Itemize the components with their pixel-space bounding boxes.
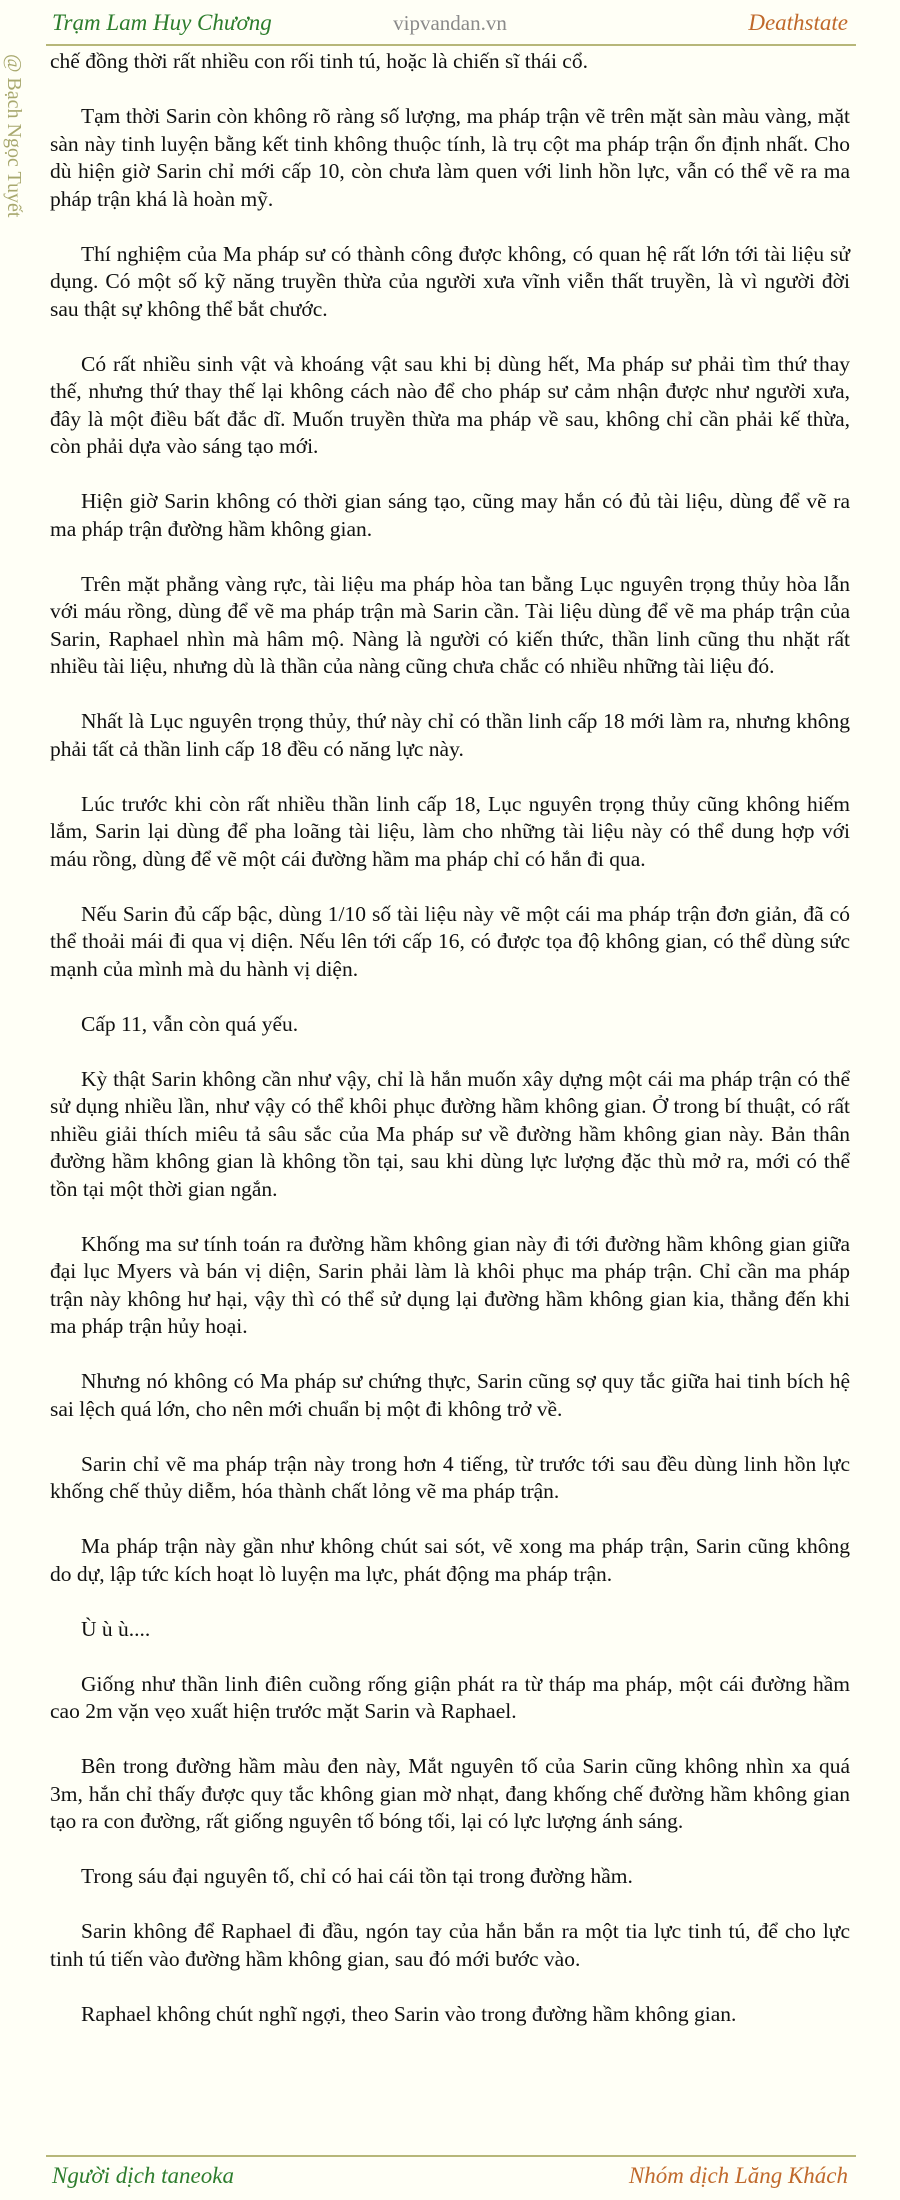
paragraph: Lúc trước khi còn rất nhiều thần linh cấp 18, Lục nguyên trọng thủy cũng không hiếm lắm, Sarin lại dùng để pha loãng tài liệu, làm cho những tài liệu này có thể dung hợp với máu rồng, dùng để vẽ một cái đường hầm ma pháp chỉ có hắn đi qua.	[50, 791, 850, 871]
paragraph: Khống ma sư tính toán ra đường hầm không gian này đi tới đường hầm không gian giữa đại lục Myers và bán vị diện, Sarin phải làm là khôi phục ma pháp trận. Chỉ cần ma pháp trận này không hư hại, vậy thì có thể sử dụng lại đường hầm không gian kia, thẳng đến khi ma pháp trận hủy hoại.	[50, 1231, 850, 1338]
paragraph: chế đồng thời rất nhiều con rối tinh tú, hoặc là chiến sĩ thái cổ.	[50, 49, 588, 73]
header-divider	[46, 44, 856, 46]
header-website[interactable]: vipvandan.vn	[393, 11, 507, 35]
paragraph: Có rất nhiều sinh vật và khoáng vật sau khi bị dùng hết, Ma pháp sư phải tìm thứ thay thế, nhưng thứ thay thế lại không cách nào để cho pháp sư cảm nhận được như người xưa, đây là một điều bất đắc dĩ. Muốn truyền thừa ma pháp về sau, không chỉ cần phải kế thừa, còn phải dựa vào sáng tạo mới.	[50, 351, 850, 458]
paragraph: Hiện giờ Sarin không có thời gian sáng tạo, cũng may hắn có đủ tài liệu, dùng để vẽ ra ma pháp trận đường hầm không gian.	[50, 489, 850, 541]
paragraph: Trong sáu đại nguyên tố, chỉ có hai cái tồn tại trong đường hầm.	[81, 1864, 633, 1888]
paragraph: Thí nghiệm của Ma pháp sư có thành công được không, có quan hệ rất lớn tới tài liệu sử dụng. Có một số kỹ năng truyền thừa của người xưa vĩnh viễn thất truyền, là vì người đời sau thật sự không thể bắt chước.	[50, 241, 850, 321]
header-story-title: Deathstate	[748, 10, 848, 35]
paragraph: Nhưng nó không có Ma pháp sư chứng thực, Sarin cũng sợ quy tắc giữa hai tinh bích hệ sai lệch quá lớn, cho nên mới chuẩn bị một đi không trở về.	[50, 1369, 850, 1421]
paragraph: Sarin không để Raphael đi đầu, ngón tay của hắn bắn ra một tia lực tinh tú, để cho lực tinh tú tiến vào đường hầm không gian, sau đó mới bước vào.	[50, 1919, 850, 1971]
paragraph: Cấp 11, vẫn còn quá yếu.	[81, 1011, 299, 1036]
paragraph: Sarin chỉ vẽ ma pháp trận này trong hơn 4 tiếng, từ trước tới sau đều dùng linh hồn lực khống chế thủy diễm, hóa thành chất lỏng vẽ ma pháp trận.	[50, 1451, 850, 1503]
paragraph: Bên trong đường hầm màu đen này, Mắt nguyên tố của Sarin cũng không nhìn xa quá 3m, hắn chỉ thấy được quy tắc không gian mờ nhạt, đang khống chế đường hầm không gian tạo ra con đường, rất giống nguyên tố bóng tối, lại có lực lượng ánh sáng.	[50, 1754, 850, 1833]
side-watermark-text: @ Bạch Ngọc Tuyết	[3, 54, 25, 218]
paragraph: Ma pháp trận này gần như không chút sai sót, vẽ xong ma pháp trận, Sarin cũng không do dự, lập tức kích hoạt lò luyện ma lực, phát động ma pháp trận.	[50, 1534, 850, 1586]
footer-translation-group: Nhóm dịch Lăng Khách	[628, 2163, 848, 2188]
paragraph: Ù ù ù....	[81, 1616, 151, 1641]
page-header	[0, 0, 900, 44]
paragraph: Nếu Sarin đủ cấp bậc, dùng 1/10 số tài liệu này vẽ một cái ma pháp trận đơn giản, đã có thể thoải mái đi qua vị diện. Nếu lên tới cấp 16, có được tọa độ không gian, có thể dùng sức mạnh của mình mà du hành vị diện.	[50, 901, 850, 981]
side-watermark	[3, 54, 42, 274]
chapter-body	[50, 48, 850, 2056]
paragraph: Tạm thời Sarin còn không rõ ràng số lượng, ma pháp trận vẽ trên mặt sàn màu vàng, mặt sàn này tinh luyện bằng kết tinh không thuộc tính, là trụ cột ma pháp trận ổn định nhất. Cho dù hiện giờ Sarin chỉ mới cấp 10, còn chưa làm quen với linh hồn lực, vẫn có thể vẽ ra ma pháp trận khá là hoàn mỹ.	[50, 104, 850, 211]
paragraph: Raphael không chút nghĩ ngợi, theo Sarin vào trong đường hầm không gian.	[81, 2001, 737, 2026]
header-site-name: Trạm Lam Huy Chương	[52, 10, 272, 35]
footer-divider	[46, 2155, 856, 2157]
paragraph: Kỳ thật Sarin không cần như vậy, chỉ là hắn muốn xây dựng một cái ma pháp trận có thể sử dụng nhiều lần, như vậy có thể khôi phục đường hầm không gian. Ở trong bí thuật, có rất nhiều giải thích miêu tả sâu sắc của Ma pháp sư về đường hầm không gian này. Bản thân đường hầm không gian là không tồn tại, sau khi dùng lực lượng đặc thù mở ra, mới có thể tồn tại một thời gian ngắn.	[50, 1066, 850, 1201]
footer-translator: Người dịch taneoka	[52, 2163, 234, 2188]
paragraph: Trên mặt phẳng vàng rực, tài liệu ma pháp hòa tan bằng Lục nguyên trọng thủy hòa lẫn với máu rồng, dùng để vẽ ma pháp trận mà Sarin cần. Tài liệu dùng để vẽ ma pháp trận của Sarin, Raphael nhìn mà hâm mộ. Nàng là người có kiến thức, thần linh cũng thu nhặt rất nhiều tài liệu, nhưng dù là thần của nàng cũng chưa chắc có nhiều những tài liệu đó.	[50, 571, 850, 678]
paragraph: Nhất là Lục nguyên trọng thủy, thứ này chỉ có thần linh cấp 18 mới làm ra, nhưng không phải tất cả thần linh cấp 18 đều có năng lực này.	[50, 709, 850, 761]
paragraph: Giống như thần linh điên cuồng rống giận phát ra từ tháp ma pháp, một cái đường hầm cao 2m vặn vẹo xuất hiện trước mặt Sarin và Raphael.	[50, 1671, 850, 1723]
